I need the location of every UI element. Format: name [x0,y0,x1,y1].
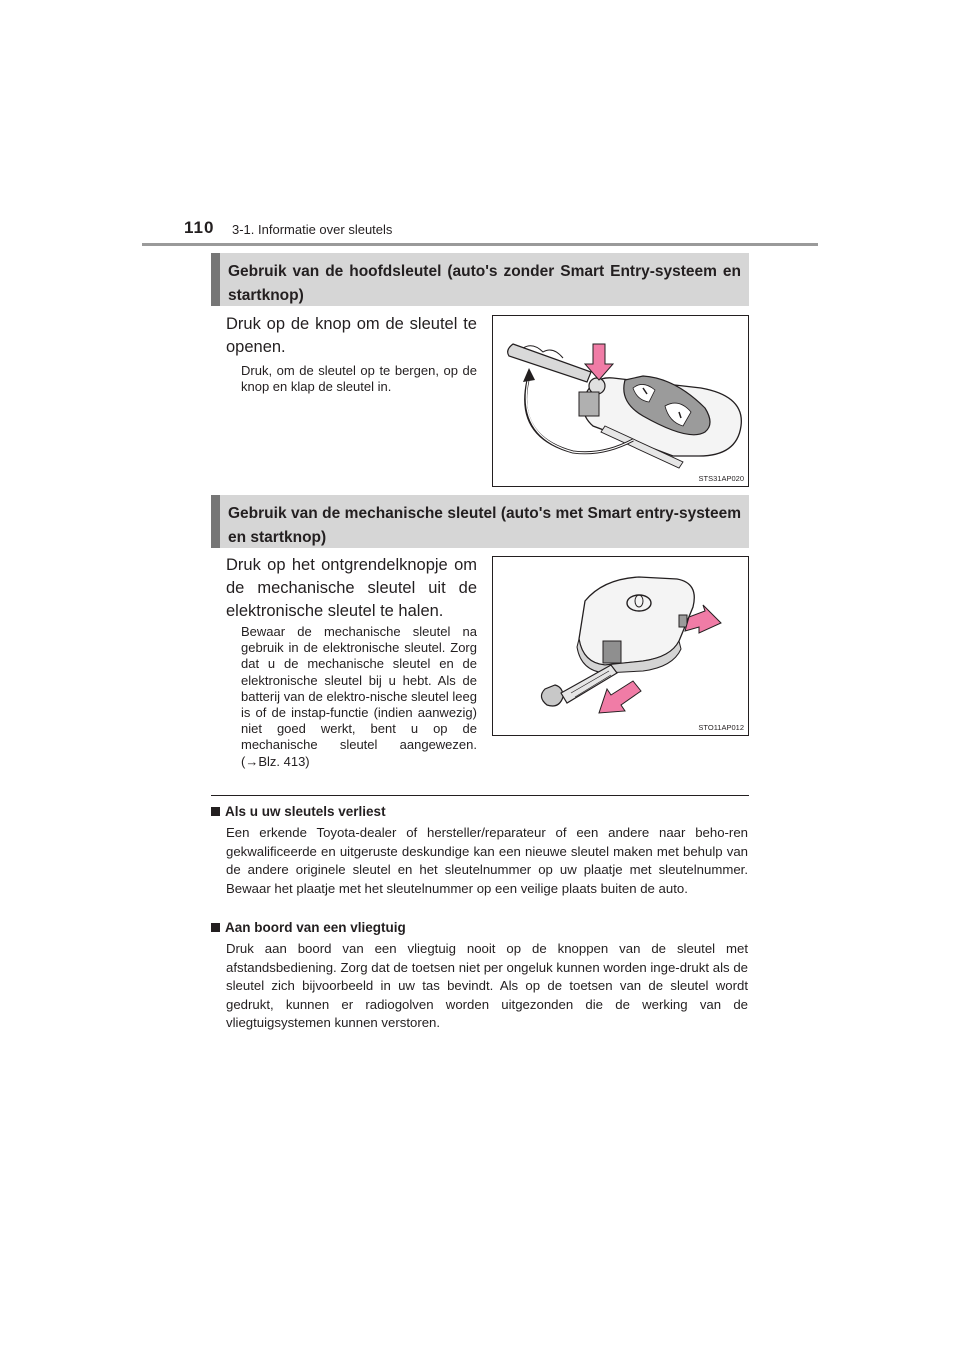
smart-key-illustration [493,557,748,735]
square-bullet-icon [211,807,220,816]
section1-instruction: Druk op de knop om de sleutel te openen. [226,315,477,356]
figure-folding-key [492,315,749,487]
page-number: 110 [184,218,215,237]
info-body-lost-keys: Een erkende Toyota-dealer of hersteller/reparateur of een andere naar beho-ren gekwalificeerde en uitgeruste deskundige kan een nieuwe sleutel maken met behulp van de andere originele sleutel en het sleutelnummer op uw plaatje met sleutelnummer. Bewaar het plaatje met het sleutelnummer op een veilige plaats buiten de auto. [226,825,748,896]
section2-instruction: Druk op het ontgrendelknopje om de mechanische sleutel uit de elektronische sleutel te halen. [226,556,477,620]
folding-key-illustration [493,316,748,486]
info-body-airplane: Druk aan boord van een vliegtuig nooit op de knoppen van de sleutel met afstandsbediening. Zorg dat de toetsen niet per ongeluk kunnen worden inge-drukt als de sleutel zich bijvoorbeeld in uw tas bevindt. Als op de toetsen van de sleutel wordt gedrukt, kunnen er radiogolven worden uitgezonden die de werking van de vliegtuigsystemen kunnen verstoren. [226,941,748,1030]
square-bullet-icon [211,923,220,932]
info-heading-airplane: Aan boord van een vliegtuig [211,920,406,935]
info-heading-lost-keys: Als u uw sleutels verliest [211,804,386,819]
figure-code: STO11AP012 [698,723,744,732]
section1-note: Druk, om de sleutel op te bergen, op de knop en klap de sleutel in. [241,363,477,395]
section2-note: Bewaar de mechanische sleutel na gebruik in de elektronische sleutel. Zorg dat u de mechanische sleutel en de elektronische sleutel bij u hebt. Als de batterij van de elektro-nische sleutel leeg is of de instap-functie (indien aanwezig) niet goed werkt, bent u op de mechanische sleutel aangewezen. (→Blz. 413) [241,624,477,769]
figure-code: STS31AP020 [698,474,744,483]
section-divider [211,795,749,796]
figure-smart-key [492,556,749,736]
section-heading-master-key: Gebruik van de hoofdsleutel (auto's zonder Smart Entry-systeem en startknop) [211,253,749,306]
header-divider [142,243,818,246]
section-heading-mechanical-key: Gebruik van de mechanische sleutel (auto's met Smart entry-systeem en startknop) [211,495,749,548]
chapter-title: 3-1. Informatie over sleutels [232,222,393,237]
